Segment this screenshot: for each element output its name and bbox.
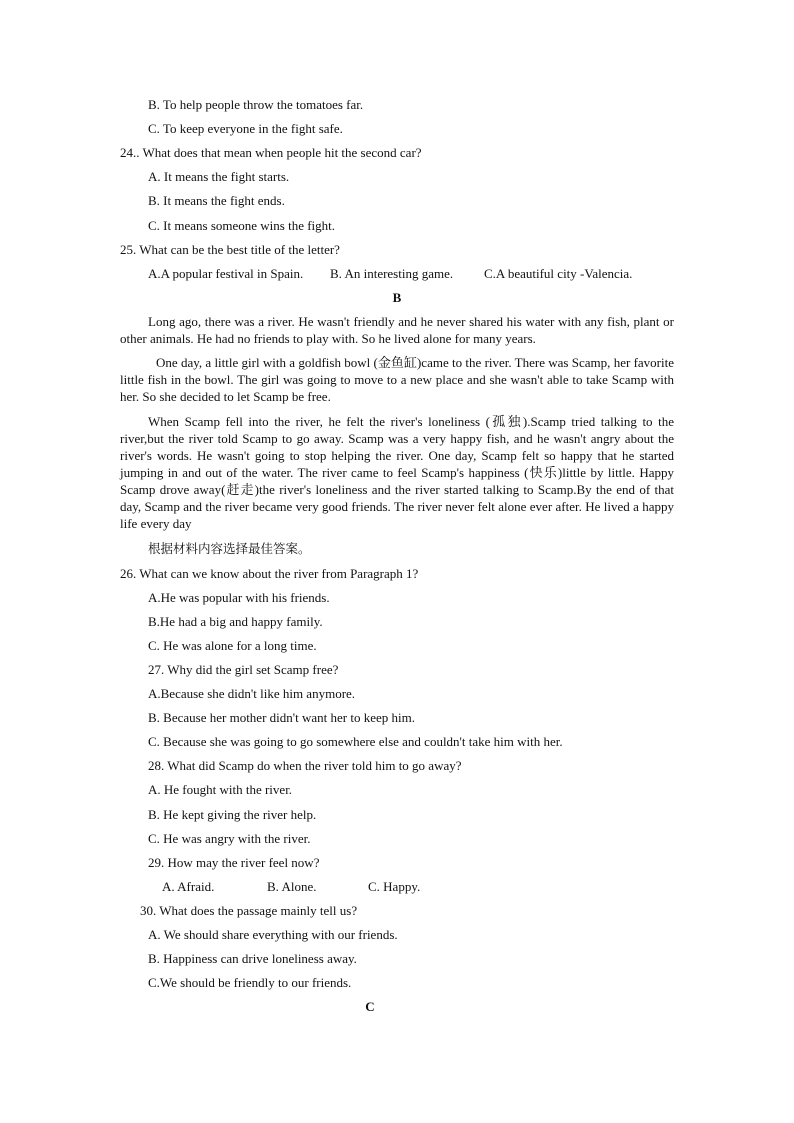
- q25-question: 25. What can be the best title of the letter?: [120, 242, 340, 257]
- passage-paragraph-1: Long ago, there was a river. He wasn't friendly and he never shared his water with any fish, plant or other animals. He had no friends to play with. So he lived alone for many years.: [120, 314, 674, 346]
- q24-question: 24.. What does that mean when people hit the second car?: [120, 145, 422, 160]
- q27-question: 27. Why did the girl set Scamp free?: [148, 662, 339, 677]
- q25-option-c: C.A beautiful city -Valencia.: [484, 266, 633, 281]
- q25-option-a: A.A popular festival in Spain.: [148, 266, 304, 281]
- q28-option-b: B. He kept giving the river help.: [148, 807, 317, 822]
- q29-options: [162, 878, 420, 895]
- q25-options: [148, 265, 632, 282]
- q25-option-b: B. An interesting game.: [330, 266, 454, 281]
- q29-option-b: B. Alone.: [267, 879, 317, 894]
- q26-option-b: B.He had a big and happy family.: [148, 614, 323, 629]
- q23-option-b: B. To help people throw the tomatoes far.: [148, 97, 364, 112]
- passage-paragraph-3: When Scamp fell into the river, he felt the river's loneliness (孤独).Scamp tried talking to the river,but the river told Scamp to go away. Scamp was a very happy fish, and he wasn't angry about the river's words. He wasn't going to stop helping the river. One day, Scamp felt so happy that he started jumping in and out of the water. The river came to feel Scamp's happiness (快乐)little by little. Happy Scamp drove away(赶走)the river's loneliness and the river started talking to Scamp.By the end of that day, Scamp and the river became very good friends. The river never felt alone ever after. He lived a happy life every day: [120, 414, 674, 531]
- instruction: 根据材料内容选择最佳答案。: [148, 541, 311, 556]
- q28-option-c: C. He was angry with the river.: [148, 831, 311, 846]
- q24-option-b: B. It means the fight ends.: [148, 193, 285, 208]
- q29-option-c: C. Happy.: [368, 879, 421, 894]
- q30-option-c: C.We should be friendly to our friends.: [148, 975, 352, 990]
- q27-option-c: C. Because she was going to go somewhere else and couldn't take him with her.: [148, 734, 563, 749]
- q26-option-c: C. He was alone for a long time.: [148, 638, 317, 653]
- q30-option-b: B. Happiness can drive loneliness away.: [148, 951, 357, 966]
- q28-question: 28. What did Scamp do when the river told him to go away?: [148, 758, 462, 773]
- q24-option-c: C. It means someone wins the fight.: [148, 218, 336, 233]
- passage-paragraph-2: One day, a little girl with a goldfish bowl (金鱼缸)came to the river. There was Scamp, her favorite little fish in the bowl. The girl was going to move to a new place and she wasn't able to take Scamp with her. So she decided to let Scamp be free.: [120, 355, 674, 404]
- q28-option-a: A. He fought with the river.: [148, 782, 293, 797]
- q26-option-a: A.He was popular with his friends.: [148, 590, 330, 605]
- q24-option-a: A. It means the fight starts.: [148, 169, 290, 184]
- section-c-heading: C: [365, 999, 375, 1014]
- section-b-heading: B: [392, 290, 402, 305]
- q30-question: 30. What does the passage mainly tell us?: [140, 903, 358, 918]
- q27-option-b: B. Because her mother didn't want her to keep him.: [148, 710, 415, 725]
- q30-option-a: A. We should share everything with our friends.: [148, 927, 398, 942]
- q29-option-a: A. Afraid.: [162, 879, 215, 894]
- q23-option-c: C. To keep everyone in the fight safe.: [148, 121, 343, 136]
- q27-option-a: A.Because she didn't like him anymore.: [148, 686, 356, 701]
- q26-question: 26. What can we know about the river from Paragraph 1?: [120, 566, 419, 581]
- q29-question: 29. How may the river feel now?: [148, 855, 320, 870]
